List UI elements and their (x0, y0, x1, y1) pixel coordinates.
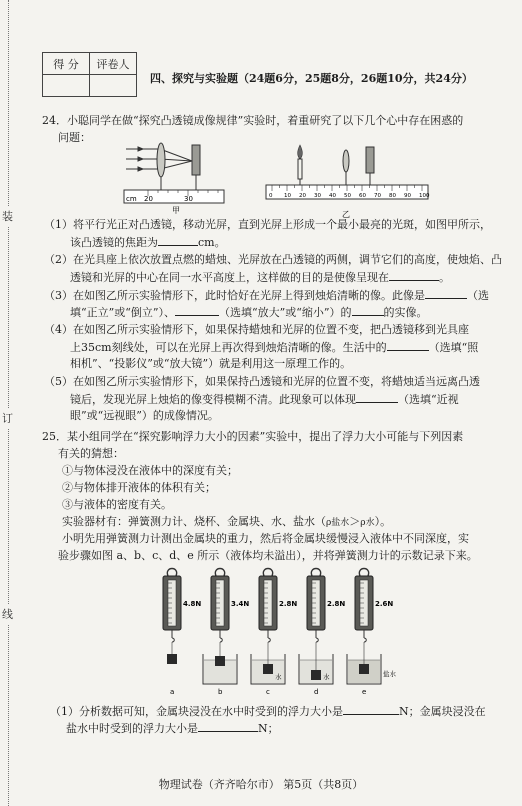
light-screen (192, 145, 200, 175)
binding-char: 装 (2, 206, 13, 226)
q25-sub1-line1: （1）分析数据可知，金属块浸没在水中时受到的浮力大小是 N；金属块浸没在 (50, 705, 486, 718)
ruler-unit: cm (126, 195, 137, 203)
bench-tick-label: 60 (359, 193, 366, 199)
bench-tick-label: 80 (389, 193, 396, 199)
q25-materials: 实验器材有：弹簧测力计、烧杯、金属块、水、盐水（ρ盐水＞ρ水）。 (62, 515, 392, 528)
q25-stem-line1: 25．某小组同学在“探究影响浮力大小的因素”实验中，提出了浮力大小可能与下列因素 (42, 430, 464, 443)
bench-tick-label: 50 (344, 193, 351, 199)
answer-blank[interactable] (343, 703, 399, 715)
step-label: a (170, 688, 175, 696)
section-title: 四、探究与实验题（24题6分，25题8分，26题10分，共24分） (150, 72, 473, 85)
salt-water-label: 盐水 (383, 670, 396, 678)
score-header: 得 分 (43, 53, 90, 75)
q24-p3-line1: （3）在如图乙所示实验情形下，此时恰好在光屏上得到烛焰清晰的像。此像是 （选 (44, 289, 489, 302)
spring-scale-setup (347, 569, 397, 697)
scale-reading: 2.8N (279, 600, 298, 608)
q24-p5-line2: 镜后，发现光屏上烛焰的像变得模糊不清。此现象可以体现 （选填“近视 (70, 393, 459, 406)
water-label: 水 (275, 673, 282, 681)
candle (298, 159, 302, 179)
answer-blank[interactable] (387, 339, 429, 351)
score-cell (43, 75, 90, 97)
q24-p4-line2: 上35cm刻线处，可以在光屏上再次得到烛焰清晰的像。生活中的 （选填“照 (70, 341, 479, 354)
reviewer-header: 评卷人 (90, 53, 137, 75)
buoyancy-figure (150, 566, 400, 696)
q25-guess-3: ③与液体的密度有关。 (62, 498, 172, 511)
answer-blank[interactable] (352, 304, 384, 316)
figure-yi (262, 137, 432, 222)
q25-stem-line2: 有关的猜想： (58, 447, 124, 460)
q24-p5-line1: （5）在如图乙所示实验情形下，如果保持凸透镜和光屏的位置不变，将蜡烛适当远离凸透 (44, 375, 480, 388)
page-footer: 物理试卷（齐齐哈尔市） 第5页（共8页） (158, 778, 364, 791)
ruler-tick-label: 20 (144, 195, 153, 203)
q24-stem-line2: 问题： (58, 131, 91, 144)
q24-p2-line1: （2）在光具座上依次放置点燃的蜡烛、光屏放在凸透镜的两侧，调节它们的高度，使烛焰、凸 (44, 253, 502, 266)
bench-tick-label: 70 (374, 193, 381, 199)
metal-block (263, 664, 273, 674)
candle-flame (298, 145, 303, 159)
step-label: b (218, 688, 223, 696)
ruler (124, 190, 224, 203)
scale-hook (215, 569, 224, 577)
step-label: e (362, 688, 367, 696)
reviewer-cell (90, 75, 137, 97)
q24-p4-line3: 相机”、“投影仪”或“放大镜”）就是利用这一原理工作的。 (70, 357, 352, 370)
spring-scale-setup (163, 569, 201, 697)
answer-blank[interactable] (158, 234, 198, 246)
metal-block (167, 654, 177, 664)
answer-blank[interactable] (356, 391, 398, 403)
scale-lower-hook (172, 638, 174, 642)
bench-tick-label: 20 (299, 193, 306, 199)
convex-lens (343, 150, 349, 172)
scale-hook (167, 569, 176, 577)
scale-lower-hook (364, 638, 366, 642)
convex-lens (157, 143, 165, 177)
step-label: c (266, 688, 270, 696)
bench-tick-label: 0 (269, 193, 273, 199)
spring-scale-setup (251, 569, 297, 697)
answer-blank[interactable] (425, 287, 467, 299)
bench-tick-label: 90 (404, 193, 411, 199)
scale-reading: 4.8N (183, 600, 202, 608)
metal-block (311, 670, 321, 680)
q24-p1-line1: （1）将平行光正对凸透镜，移动光屏，直到光屏上形成一个最小最亮的光斑，如图甲所示， (44, 218, 491, 231)
binding-char: 线 (2, 604, 13, 624)
figure-jia (120, 135, 232, 215)
q25-guess-1: ①与物体浸没在液体中的深度有关； (62, 464, 238, 477)
figure-label-yi: 乙 (342, 210, 350, 219)
bench-tick-label: 40 (329, 193, 336, 199)
q25-sub1-line2: 盐水中时受到的浮力大小是 N； (66, 722, 279, 735)
bench-tick-label: 30 (314, 193, 321, 199)
answer-blank[interactable] (175, 304, 219, 316)
step-label: d (314, 688, 319, 696)
metal-block (215, 656, 225, 666)
scale-reading: 2.8N (327, 600, 346, 608)
q24-p1-line2: 该凸透镜的焦距为 cm。 (70, 236, 226, 249)
q24-p2-line2: 透镜和光屏的中心在同一水平高度上，这样做的目的是使像呈现在 。 (70, 271, 450, 284)
binding-char: 订 (2, 408, 13, 428)
answer-blank[interactable] (389, 269, 439, 281)
spring-scale-setup (203, 569, 249, 697)
q25-procedure-line2: 验步骤如图 a、b、c、d、e 所示（液体均未溢出），并将弹簧测力计的示数记录下来。 (58, 549, 478, 562)
scale-hook (311, 569, 320, 577)
scale-lower-hook (316, 638, 318, 642)
score-table (42, 52, 137, 97)
answer-blank[interactable] (198, 720, 258, 732)
water-label: 水 (323, 673, 330, 681)
scale-reading: 2.6N (375, 600, 394, 608)
q24-p4-line1: （4）在如图乙所示实验情形下，如果保持蜡烛和光屏的位置不变，把凸透镜移到光具座 (44, 323, 469, 336)
scale-reading: 3.4N (231, 600, 250, 608)
q24-p3-line2: 填“正立”或“倒立”）、 （选填“放大”或“缩小”）的 的实像。 (70, 306, 428, 319)
q24-p5-line3: 眼”或“远视眼”）的成像情况。 (70, 409, 219, 422)
binding-line (2, 0, 16, 806)
q24-stem-line1: 24．小聪同学在做“探究凸透镜成像规律”实验时，着重研究了以下几个心中存在困惑的 (42, 114, 464, 127)
ruler-tick-label: 30 (184, 195, 193, 203)
metal-block (359, 664, 369, 674)
scale-hook (359, 569, 368, 577)
spring-scale-setup (299, 569, 345, 697)
q25-guess-2: ②与物体排开液体的体积有关； (62, 481, 216, 494)
scale-lower-hook (220, 638, 222, 642)
q25-procedure-line1: 小明先用弹簧测力计测出金属块的重力，然后将金属块缓慢浸入液体中不同深度，实 (62, 532, 469, 545)
scale-hook (263, 569, 272, 577)
figure-label-jia: 甲 (172, 206, 180, 215)
light-screen (366, 147, 374, 173)
scale-lower-hook (268, 638, 270, 642)
bench-tick-label: 100 (419, 193, 430, 199)
bench-tick-label: 10 (284, 193, 291, 199)
